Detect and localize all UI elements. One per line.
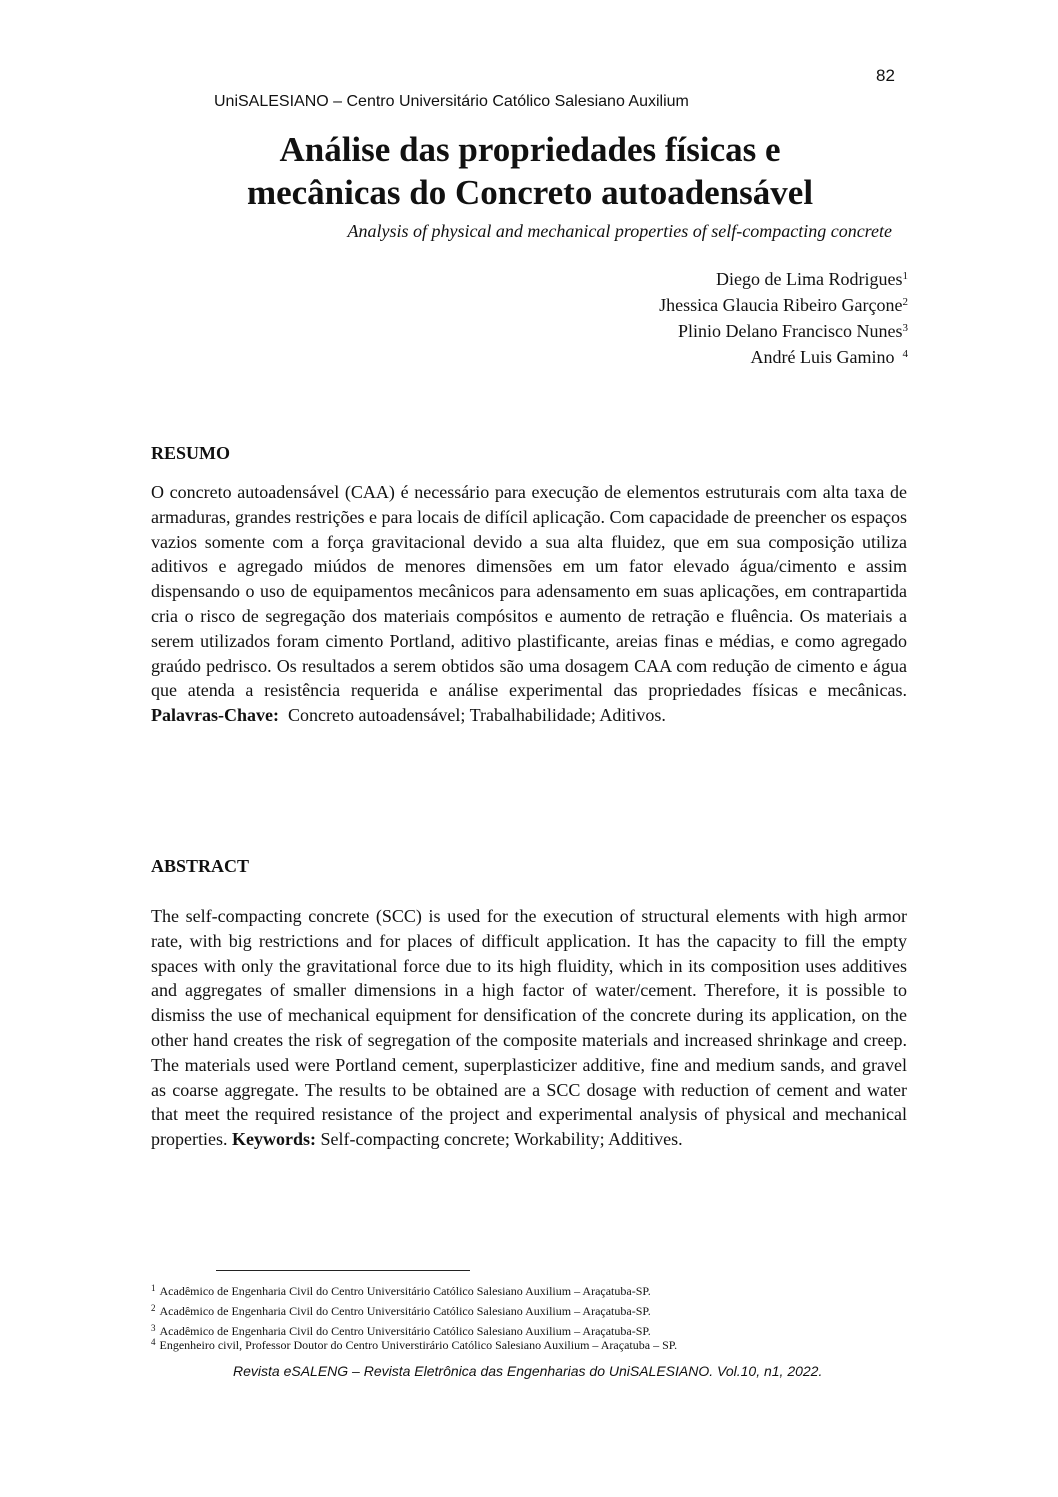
footnote-mark: 2 <box>151 1303 156 1313</box>
footnotes <box>151 1284 911 1352</box>
abstract-body: The self-compacting concrete (SCC) is used for the execution of structural elements with high armor rate, with big restrictions and for places of difficult application. It has the capacity to fill the empty spaces with only the gravitational force due to its high fluidity, which in its composition uses additives and aggregates of smaller dimensions in a high factor of water/cement. Therefore, it is possible to dismiss the use of mechanical equipment for densification of the concrete during its application, on the other hand creates the risk of segregation of the composite materials and increased shrinkage and creep. The materials used were Portland cement, superplasticizer additive, fine and medium sands, and gravel as coarse aggregate. The results to be obtained are a SCC dosage with reduction of cement and water that meet the required resistance of the project and experimental analysis of physical and mechanical properties. <box>151 906 907 1150</box>
resumo-keywords-label: Palavras-Chave: <box>151 705 279 726</box>
author-name: Jhessica Glaucia Ribeiro Garçone <box>659 295 903 315</box>
author <box>659 344 908 370</box>
footnote-text: Acadêmico de Engenharia Civil do Centro Universitário Católico Salesiano Auxilium – Araçatuba-SP. <box>159 1324 651 1338</box>
resumo-heading: RESUMO <box>151 443 231 463</box>
author-list <box>659 266 908 370</box>
institution-header: UniSALESIANO – Centro Universitário Católico Salesiano Auxilium <box>214 93 689 110</box>
footnote-1 <box>151 1284 911 1298</box>
footnote-4 <box>151 1338 911 1352</box>
page-number: 82 <box>876 66 895 85</box>
abstract-text <box>151 904 907 1152</box>
abstract-heading: ABSTRACT <box>151 856 250 876</box>
footnote-text: Acadêmico de Engenharia Civil do Centro Universitário Católico Salesiano Auxilium – Araçatuba-SP. <box>159 1304 651 1318</box>
footnote-mark: 3 <box>151 1323 156 1333</box>
paper-title <box>130 128 930 214</box>
author-name: Plinio Delano Francisco Nunes <box>678 321 903 341</box>
english-subtitle: Analysis of physical and mechanical properties of self-compacting concrete <box>347 221 892 241</box>
journal-footer: Revista eSALENG – Revista Eletrônica das Engenharias do UniSALESIANO. Vol.10, n1, 2022. <box>233 1363 823 1379</box>
author-footnote-mark: 4 <box>902 348 908 360</box>
author-footnote-mark: 3 <box>902 322 908 334</box>
author-name: Diego de Lima Rodrigues <box>716 269 903 289</box>
footnote-2 <box>151 1304 911 1318</box>
footnote-text: Engenheiro civil, Professor Doutor do Centro Universtirário Católico Salesiano Auxilium – Araçatuba – SP. <box>159 1338 678 1352</box>
resumo-text <box>151 480 907 728</box>
title-line-2: mecânicas do Concreto autoadensável <box>246 173 814 212</box>
footnote-3 <box>151 1324 911 1338</box>
footnote-mark: 4 <box>151 1337 156 1347</box>
title-line-1: Análise das propriedades físicas e <box>279 130 781 169</box>
abstract-keywords: Self-compacting concrete; Workability; Additives. <box>320 1129 683 1150</box>
author-name: André Luis Gamino <box>750 347 895 367</box>
author <box>659 266 908 292</box>
resumo-keywords: Concreto autoadensável; Trabalhabilidade; Aditivos. <box>287 705 666 726</box>
author <box>659 292 908 318</box>
footnote-text: Acadêmico de Engenharia Civil do Centro Universitário Católico Salesiano Auxilium – Araçatuba-SP. <box>159 1284 651 1298</box>
footnote-mark: 1 <box>151 1283 156 1293</box>
author <box>659 318 908 344</box>
author-footnote-mark: 2 <box>902 296 908 308</box>
author-footnote-mark: 1 <box>902 270 908 282</box>
footnote-separator <box>216 1270 470 1271</box>
abstract-keywords-label: Keywords: <box>231 1129 316 1150</box>
resumo-body: O concreto autoadensável (CAA) é necessário para execução de elementos estruturais com alta taxa de armaduras, grandes restrições e para locais de difícil aplicação. Com capacidade de preencher os espaços vazios somente com a força gravitacional devido a sua alta fluidez, que em sua composição utiliza aditivos e agregado miúdos de menores dimensões em um fator elevado água/cimento e assim dispensando o uso de equipamentos mecânicos para adensamento em suas aplicações, em contrapartida cria o risco de segregação dos materiais compósitos e aumento de retração e fluência. Os materiais a serem utilizados foram cimento Portland, aditivo plastificante, areias finas e médias, e como agregado graúdo pedrisco. Os resultados a serem obtidos são uma dosagem CAA com redução de cimento e água que atenda a resistência requerida e análise experimental das propriedades físicas e mecânicas. <box>151 482 907 701</box>
